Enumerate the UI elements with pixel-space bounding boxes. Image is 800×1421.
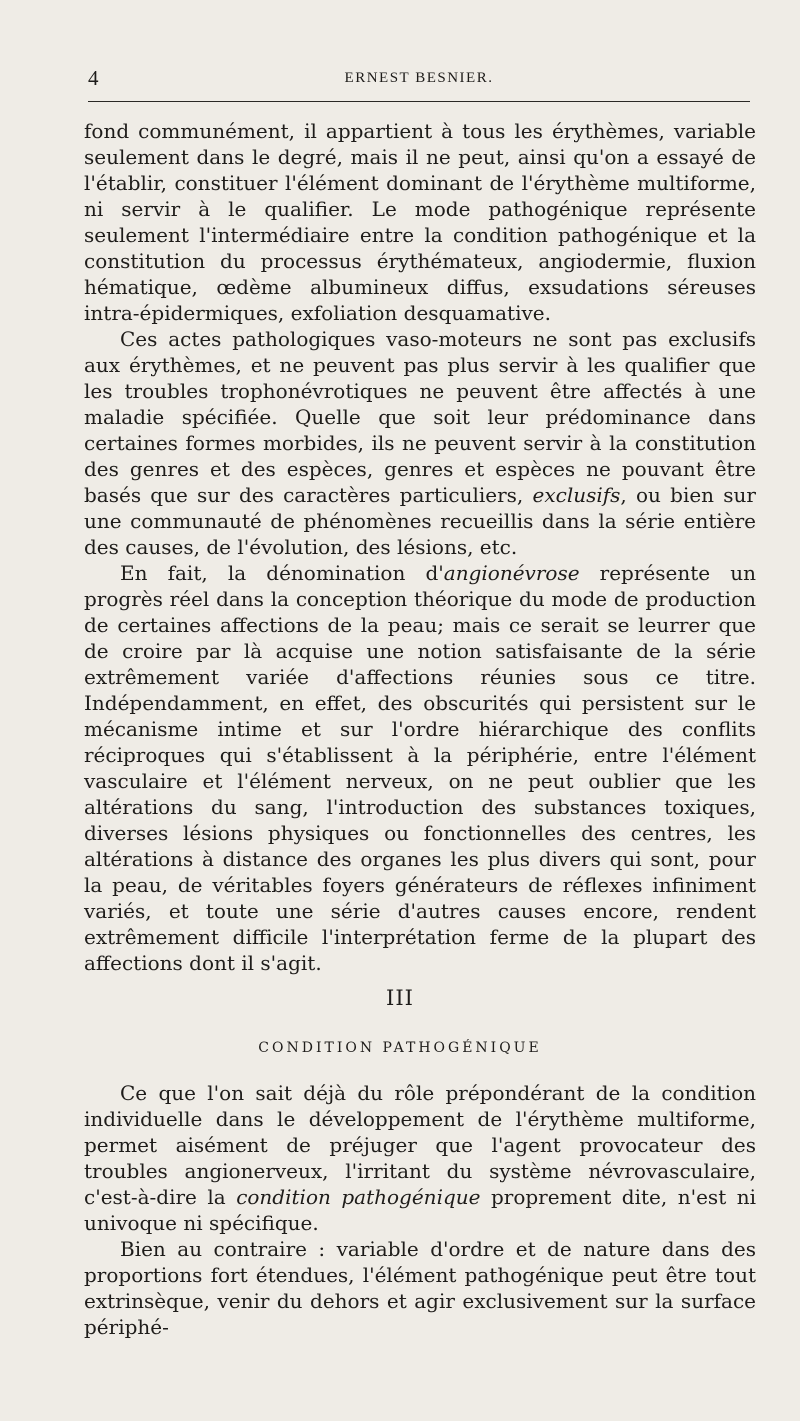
paragraph-text: En fait, la dénomination d' — [120, 561, 444, 585]
body-text-bottom — [84, 1080, 756, 1340]
paragraph-text: représente un progrès réel dans la conception théorique du mode de production de certaines affections de la peau; mais ce serait se leurrer que de croire par là acquise une notion satisfaisante de la série extrêmement variée d'affections réunies sous ce titre. Indépendamment, en effet, des obscurités qui persistent sur le mécanisme intime et sur l'ordre hiérarchique des conflits réciproques qui s'établissent à la périphérie, entre l'élément vasculaire et l'élément nerveux, on ne peut oublier que les altérations du sang, l'introduction des substances toxiques, diverses lésions physiques ou fonctionnelles des centres, les altérations à distance des organes les plus divers qui sont, pour la peau, de véritables foyers générateurs de réflexes infiniment variés, et toute une série d'autres causes encore, rendent extrêmement difficile l'interprétation ferme de la plupart des affections dont il s'agit. — [84, 561, 756, 975]
paragraph-text: proprement dite, n'est ni univoque ni spécifique. — [84, 1185, 757, 1235]
body-text-top — [84, 118, 756, 976]
paragraph-text: Ces actes pathologiques vaso-moteurs ne sont pas exclusifs aux érythèmes, et ne peuvent pas plus servir à les qualifier que les troubles trophonévrotiques ne peuvent être affectés à une maladie spécifiée. Quelle que soit leur prédominance dans certaines formes morbides, ils ne peuvent servir à la constitution des genres et des espèces, genres et espèces ne pouvant être basés que sur des caractères particuliers, — [84, 327, 756, 507]
paragraph — [84, 560, 756, 976]
paragraph — [84, 118, 756, 326]
paragraph — [84, 1236, 756, 1340]
running-title: ERNEST BESNIER. — [344, 70, 494, 86]
page-header — [88, 66, 750, 96]
paragraph-text: Bien au contraire : variable d'ordre et de nature dans des proportions fort étendues, l'élément pathogénique peut être tout extrinsèque, venir du dehors et agir exclusivement sur la surface périphé- — [84, 1237, 756, 1339]
section-number: III — [386, 986, 414, 1010]
italic-term: exclusifs — [532, 483, 621, 507]
page-number: 4 — [88, 66, 99, 90]
paragraph-text: Ce que l'on sait déjà du rôle prépondérant de la condition individuelle dans le développement de l'érythème multiforme, permet aisément de préjuger que l'agent provocateur des troubles angionerveux, l'irritant du système névrovasculaire, c'est-à-dire la — [84, 1081, 756, 1209]
italic-term: angionévrose — [443, 561, 580, 585]
paragraph-text: fond communément, il appartient à tous les érythèmes, variable seulement dans le degré, mais il ne peut, ainsi qu'on a essayé de l'établir, constituer l'élément dominant de l'érythème multiforme, ni servir à le qualifier. Le mode pathogénique représente seulement l'intermédiaire entre la condition pathogénique et la constitution du processus érythémateux, angiodermie, fluxion hématique, œdème albumineux diffus, exsudations séreuses intra-épidermiques, exfoliation desquamative. — [84, 119, 756, 325]
paragraph — [84, 326, 756, 560]
italic-term: condition pathogénique — [236, 1185, 481, 1209]
paragraph-text: , ou bien sur une communauté de phénomènes recueillis dans la série entière des causes, de l'évolution, des lésions, etc. — [84, 483, 756, 559]
section-title: CONDITION PATHOGÉNIQUE — [258, 1040, 542, 1056]
paragraph — [84, 1080, 756, 1236]
header-rule — [88, 101, 750, 102]
